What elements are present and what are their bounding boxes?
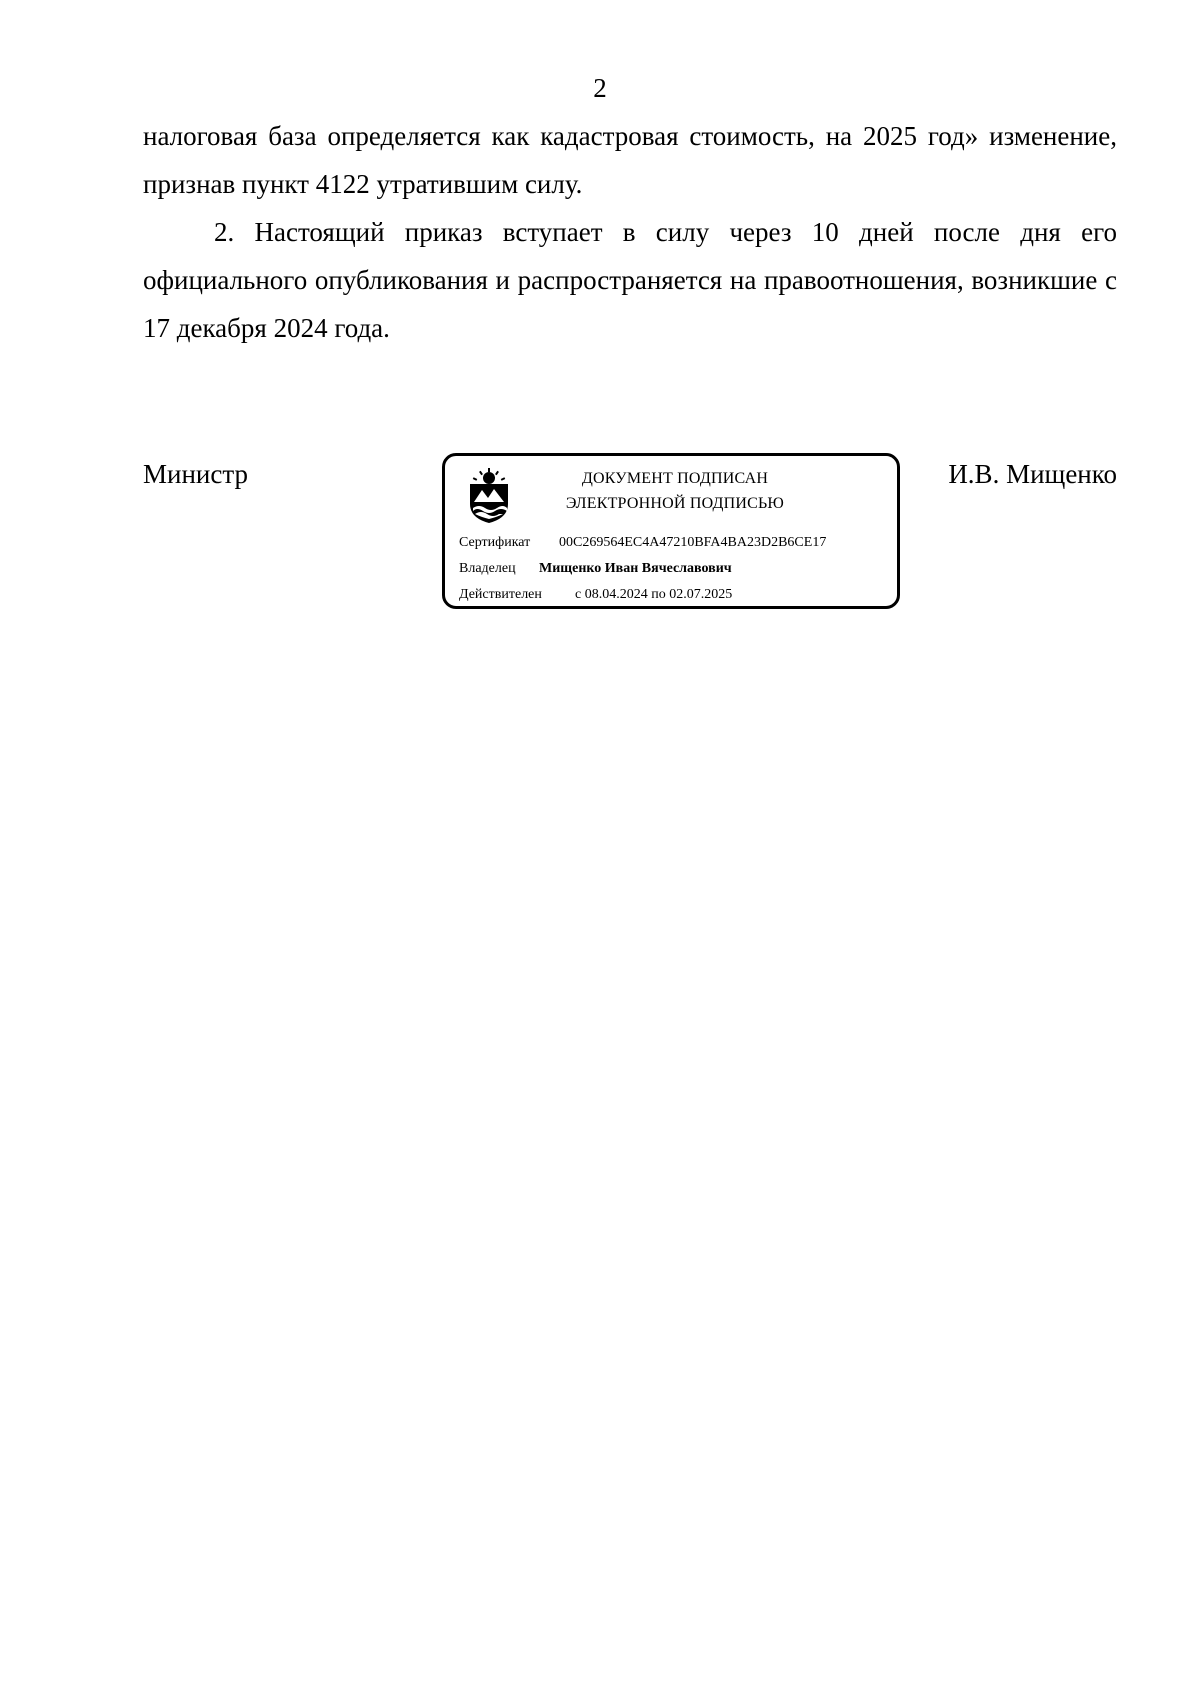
owner-label: Владелец bbox=[459, 561, 516, 576]
stamp-title-line-1: ДОКУМЕНТ ПОДПИСАН bbox=[581, 470, 769, 487]
stamp-validity-row bbox=[459, 586, 732, 604]
stamp-title-line-2: ЭЛЕКТРОННОЙ ПОДПИСЬЮ bbox=[565, 495, 785, 512]
certificate-value: 00C269564EC4A47210BFA4BA23D2B6CE17 bbox=[559, 535, 827, 550]
coat-of-arms-icon bbox=[465, 468, 513, 524]
stamp-owner-row bbox=[459, 560, 732, 578]
validity-value: с 08.04.2024 по 02.07.2025 bbox=[575, 587, 733, 602]
stamp-title bbox=[535, 466, 815, 516]
validity-label: Действителен bbox=[459, 587, 542, 602]
stamp-certificate-row bbox=[459, 534, 826, 552]
paragraph-clause-2: 2. Настоящий приказ вступает в силу через 10 дней после дня его официального опубликования и распространяется на правоотношения, возникшие с 17 декабря 2024 года. bbox=[143, 217, 1117, 343]
paragraph-continuation: налоговая база определяется как кадастровая стоимость, на 2025 год» изменение, признав пункт 4122 утратившим силу. bbox=[143, 121, 1117, 199]
signatory-name: И.В. Мищенко bbox=[948, 459, 1117, 489]
owner-value: Мищенко Иван Вячеславович bbox=[539, 561, 732, 576]
page-number: 2 bbox=[593, 73, 607, 103]
certificate-label: Сертификат bbox=[459, 535, 531, 550]
signatory-position: Министр bbox=[143, 459, 248, 489]
electronic-signature-stamp bbox=[442, 453, 900, 609]
